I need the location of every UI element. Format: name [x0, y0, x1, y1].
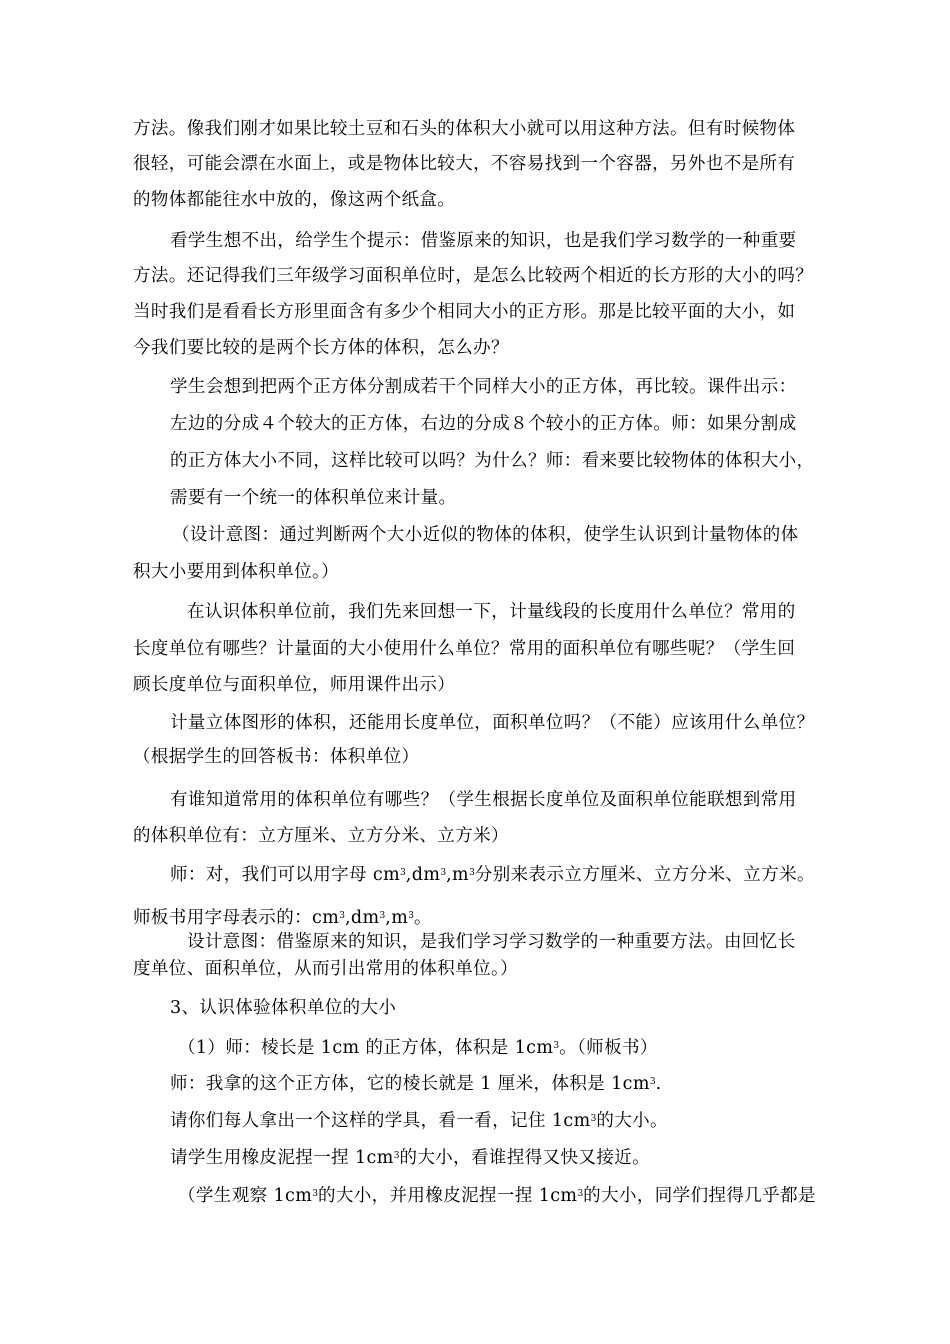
text-run: ,m: [446, 865, 470, 885]
paragraph-line: 学生会想到把两个正方体分割成若干个同样大小的正方体，再比较。课件出示：: [170, 377, 797, 397]
text-run: ,m: [385, 908, 409, 928]
text-run: （学生观察 1cm: [178, 1186, 313, 1206]
text-run: ,dm: [405, 865, 441, 885]
paragraph-line: [170, 861, 815, 887]
paragraph-line: 当时我们是看看长方形里面含有多少个相同大小的正方形。那是比较平面的大小，如: [133, 302, 796, 322]
paragraph-line: 计量立体图形的体积，还能用长度单位，面积单位吗？（不能）应该用什么单位？: [170, 713, 815, 733]
paragraph-line: 需要有一个统一的体积单位来计量。: [170, 488, 457, 508]
superscript: 3: [312, 1189, 318, 1199]
paragraph-line: （设计意图：通过判断两个大小近似的物体的体积，使学生认识到计量物体的体: [172, 525, 799, 545]
text-run: 请你们每人拿出一个这样的学具，看一看，记住 1cm: [170, 1111, 591, 1131]
text-run: 的大小，并用橡皮泥捏一捏 1cm: [317, 1186, 578, 1206]
paragraph-line: [178, 1034, 658, 1060]
text-run: 。: [413, 908, 432, 928]
paragraph-line: 方法。还记得我们三年级学习面积单位时，是怎么比较两个相近的长方形的大小的吗？: [133, 266, 814, 286]
text-run: 的大小，看谁捏得又快又接近。: [399, 1148, 651, 1168]
superscript: 3: [379, 911, 386, 921]
paragraph-line: 有谁知道常用的体积单位有哪些？（学生根据长度单位及面积单位能联想到常用: [170, 790, 797, 810]
paragraph-line: 左边的分成４个较大的正方体，右边的分成８个较小的正方体。师：如果分割成: [170, 414, 797, 434]
superscript: 3: [400, 868, 406, 878]
paragraph-line: [178, 1182, 816, 1208]
paragraph-line: 看学生想不出，给学生个提示：借鉴原来的知识，也是我们学习数学的一种重要: [170, 231, 797, 251]
text-run: 。（师板书）: [559, 1038, 658, 1058]
paragraph-line: 的物体都能往水中放的，像这两个纸盒。: [133, 190, 456, 210]
paragraph-line: 很轻，可能会漂在水面上，或是物体比较大，不容易找到一个容器，另外也不是所有: [133, 154, 796, 174]
text-run: 请学生用橡皮泥捏一捏 1cm: [170, 1148, 394, 1168]
text-run: 师板书用字母表示的：cm: [133, 908, 340, 928]
paragraph-line: 度单位、面积单位，从而引出常用的体积单位。）: [133, 959, 519, 979]
paragraph-line: 今我们要比较的是两个长方体的体积，怎么办？: [133, 338, 509, 358]
paragraph-line: [133, 904, 432, 930]
text-run: 的大小。: [596, 1111, 668, 1131]
text-run: 师：对，我们可以用字母 cm: [170, 865, 401, 885]
superscript: 3: [577, 1189, 584, 1199]
superscript: 3: [339, 911, 345, 921]
paragraph-line: 积大小要用到体积单位。）: [133, 562, 340, 582]
text-run: 师：我拿的这个正方体，它的棱长就是 1 厘米，体积是 1cm: [170, 1074, 650, 1094]
paragraph-line: （根据学生的回答板书：体积单位）: [133, 747, 420, 767]
superscript: 3: [553, 1041, 560, 1051]
paragraph-line: 长度单位有哪些？计量面的大小使用什么单位？常用的面积单位有哪些呢？（学生回: [133, 639, 796, 659]
superscript: 3: [393, 1151, 400, 1161]
paragraph-line: 的体积单位有：立方厘米、立方分米、立方米）: [133, 826, 509, 846]
paragraph-line: 在认识体积单位前，我们先来回想一下，计量线段的长度用什么单位？常用的: [187, 602, 796, 622]
text-run: 的大小，同学们捏得几乎都是: [583, 1186, 816, 1206]
section-heading: 3、认识体验体积单位的大小: [170, 998, 397, 1018]
paragraph-line: [170, 1144, 650, 1170]
text-run: 分别来表示立方厘米、立方分米、立方米。: [474, 865, 815, 885]
paragraph-line: 顾长度单位与面积单位，师用课件出示）: [133, 675, 456, 695]
superscript: 3: [590, 1114, 597, 1124]
paragraph-line: [170, 1107, 668, 1133]
paragraph-line: [170, 1070, 662, 1096]
text-run: .: [655, 1074, 662, 1094]
text-run: ,dm: [344, 908, 380, 928]
superscript: 3: [408, 911, 414, 921]
text-run: （1）师：棱长是 1cm 的正方体，体积是 1cm: [178, 1038, 554, 1058]
superscript: 3: [469, 868, 475, 878]
superscript: 3: [649, 1077, 656, 1087]
paragraph-line: 设计意图：借鉴原来的知识，是我们学习学习数学的一种重要方法。由回忆长: [187, 932, 796, 952]
paragraph-line: 的正方体大小不同，这样比较可以吗？为什么？师：看来要比较物体的体积大小，: [170, 451, 815, 471]
superscript: 3: [440, 868, 447, 878]
paragraph-line: 方法。像我们刚才如果比较土豆和石头的体积大小就可以用这种方法。但有时候物体: [133, 119, 796, 139]
